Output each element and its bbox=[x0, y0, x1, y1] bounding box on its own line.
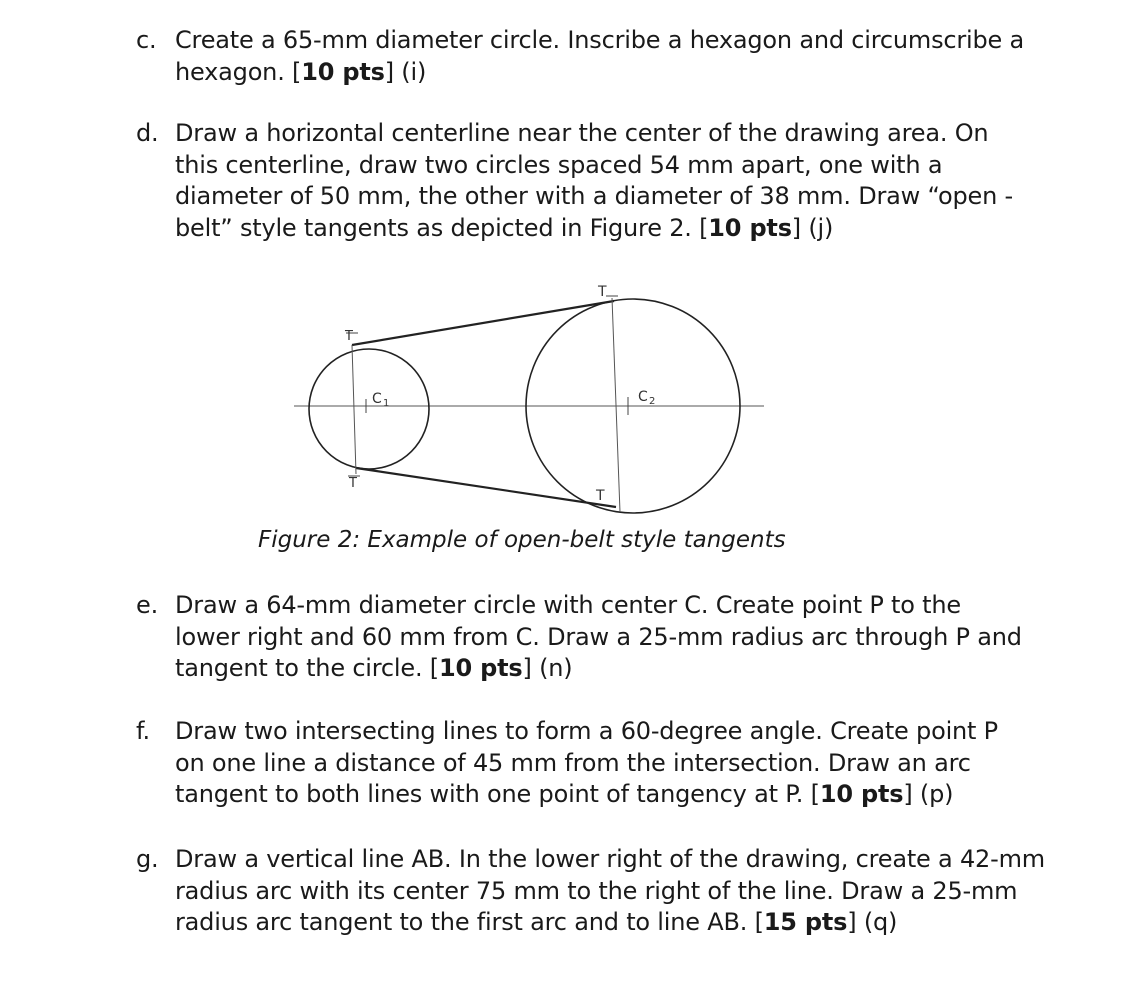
item-c-letter: c. bbox=[136, 26, 157, 54]
lower-tangent-line bbox=[356, 468, 616, 507]
item-d-line-2: this centerline, draw two circles spaced 54 mm apart, one with a bbox=[175, 150, 943, 179]
label-c2: C bbox=[638, 389, 648, 405]
item-f-line-2: on one line a distance of 45 mm from the intersection. Draw an arc bbox=[175, 748, 971, 777]
item-g-line-3: radius arc tangent to the first arc and to line AB. [15 pts] (q) bbox=[175, 908, 898, 936]
large-construction-line bbox=[612, 298, 620, 512]
label-t-bottom-small: T bbox=[349, 476, 357, 491]
item-e-points: 10 pts bbox=[438, 654, 523, 682]
small-construction-line bbox=[352, 345, 356, 474]
item-d-points: 10 pts bbox=[708, 213, 792, 242]
item-c-points: 10 pts bbox=[301, 57, 385, 86]
item-c bbox=[136, 25, 1076, 88]
label-t-top-small: T bbox=[345, 329, 353, 344]
item-f-points: 10 pts bbox=[819, 780, 904, 808]
upper-tangent-line bbox=[352, 301, 614, 345]
label-c1-subscript: 1 bbox=[383, 398, 390, 409]
item-g-points: 15 pts bbox=[763, 908, 848, 936]
item-e-line-1: Draw a 64-mm diameter circle with center C. Create point P to the bbox=[175, 591, 961, 619]
item-g-text bbox=[175, 844, 1076, 939]
item-g-line-2: radius arc with its center 75 mm to the right of the line. Draw a 25-mm bbox=[175, 876, 1018, 905]
item-d-line-4: belt” style tangents as depicted in Figure 2. [10 pts] (j) bbox=[175, 213, 834, 242]
item-f bbox=[136, 716, 1076, 811]
item-d-letter: d. bbox=[136, 119, 159, 147]
item-f-line-1: Draw two intersecting lines to form a 60-degree angle. Create point P bbox=[175, 717, 998, 745]
item-f-letter: f. bbox=[136, 717, 150, 745]
item-g-letter: g. bbox=[136, 845, 159, 873]
item-d-line-3: diameter of 50 mm, the other with a diameter of 38 mm. Draw “open - bbox=[175, 182, 1013, 210]
label-t-bottom-large: T bbox=[596, 488, 605, 504]
item-e-letter: e. bbox=[136, 591, 158, 619]
item-d-text bbox=[175, 118, 1076, 244]
figure-caption: Figure 2: Example of open-belt style tangents bbox=[258, 527, 786, 553]
item-e-line-3: tangent to the circle. [10 pts] (n) bbox=[175, 654, 573, 682]
item-e bbox=[136, 590, 1076, 685]
item-g bbox=[136, 844, 1076, 939]
item-e-line-2: lower right and 60 mm from C. Draw a 25-mm radius arc through P and bbox=[175, 622, 1022, 651]
label-t-top-large: T bbox=[598, 284, 607, 300]
figure-open-belt-tangents bbox=[280, 270, 780, 525]
item-f-line-3: tangent to both lines with one point of tangency at P. [10 pts] (p) bbox=[175, 780, 954, 808]
item-c-line-1: Create a 65-mm diameter circle. Inscribe a hexagon and circumscribe a bbox=[175, 26, 1025, 54]
label-c2-subscript: 2 bbox=[649, 396, 656, 407]
item-c-line-2: hexagon. [10 pts] (i) bbox=[175, 57, 427, 86]
item-c-text bbox=[175, 25, 1076, 88]
item-d-line-1: Draw a horizontal centerline near the center of the drawing area. On bbox=[175, 119, 989, 147]
item-d bbox=[136, 118, 1076, 244]
item-g-line-1: Draw a vertical line AB. In the lower right of the drawing, create a 42-mm bbox=[175, 845, 1045, 873]
small-circle bbox=[309, 349, 429, 469]
item-e-text bbox=[175, 590, 1076, 685]
item-f-text bbox=[175, 716, 1076, 811]
label-c1: C bbox=[372, 391, 382, 407]
